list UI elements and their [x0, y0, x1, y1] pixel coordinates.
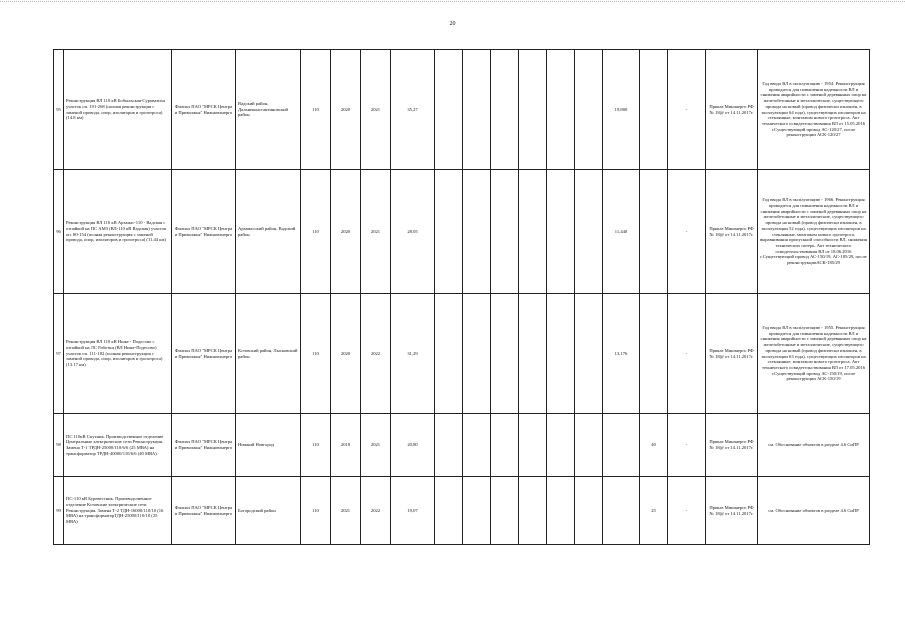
empty-cell	[547, 414, 575, 477]
district: Нижний Новгород	[236, 414, 301, 477]
empty-cell	[491, 477, 519, 545]
organization: Филиал ПАО "МРСК Центра и Приволжья" Нижновэнерго	[172, 50, 236, 170]
dash-cell: -	[668, 294, 706, 414]
year-end: 2022	[361, 294, 391, 414]
table-row	[54, 477, 870, 545]
district: Богородский район	[236, 477, 301, 545]
empty-cell	[435, 414, 463, 477]
transformer-mva	[640, 50, 668, 170]
empty-cell	[519, 477, 547, 545]
empty-cell	[575, 294, 603, 414]
district: Вадский район, Дальнеконстантиновский район	[236, 50, 301, 170]
row-number: 97	[54, 294, 64, 414]
dash-cell: -	[668, 477, 706, 545]
empty-cell	[547, 50, 575, 170]
empty-cell	[491, 294, 519, 414]
district: Арзамасский район, Вадский район	[236, 170, 301, 294]
project-name: ПС-110 кВ Буревестник. Производственное отделение Кстовские электрические сети Реконструкция. Замена Т-2 ТДН-16000/110/10 (16 МВА) на трансформаторТДН-25000/110/10 (25 МВА)	[64, 477, 172, 545]
organization: Филиал ПАО "МРСК Центра и Приволжья" Нижновэнерго	[172, 477, 236, 545]
district: Кстовский район, Лысковский район	[236, 294, 301, 414]
justification-note: Год ввода ВЛ в эксплуатацию - 1966. Реконструкция проводится для повышения надежности ВЛ и снижения аварийности с заменой деревянных опор на железобетонные и металлические, существующего провода на новый (провод физически изношен, в эксплуатации 52 года), существующих изоляторов на стеклянные, монтажом нового грозотроса, выравнивания пропускной способности ВЛ, снижения технических потерь. Акт технического освидетельствования ВЛ от 18.06.2016 г.Существующий провод АС-150/19, АС-185/29, после реконструкцииАСК-185/29	[758, 170, 870, 294]
empty-cell	[519, 414, 547, 477]
empty-cell	[547, 294, 575, 414]
empty-cell	[435, 50, 463, 170]
project-name: ПС 110кВ Спутник. Производственное отделение Центральные электрические сети Реконструкция. Замена Т-1 ТРДН-25000/110/6/6 (25 МВА) на трансформатор ТРДН-40000/110/6/6 (40 МВА)	[64, 414, 172, 477]
table-row	[54, 170, 870, 294]
empty-cell	[435, 477, 463, 545]
project-name: Реконструкция ВЛ 110 кВ Бобыльская-Суроватиха участок оп. 191-268 (полная реконструкция с заменой провода, опор, изоляторов и грозотроса) (14.8 км)	[64, 50, 172, 170]
justification-note: Год ввода ВЛ в эксплуатацию - 1955. Реконструкция проводится для повышения надежности ВЛ и снижения аварийности с заменой деревянных опор на железобетонные и металлические, существующего провода на новый (провод физически изношен, в эксплуатации 63 года), существующих изоляторов на стеклянные, монтажом нового грозотроса. Акт технического освидетельствования ВЛ от 17.05.2016 г.Существующий провод АС-150/19, после реконструкции АСК-150/19	[758, 294, 870, 414]
dash-cell: -	[668, 414, 706, 477]
year-start: 2021	[331, 477, 361, 545]
empty-cell	[463, 477, 491, 545]
order-reference: Приказ Минэнерго РФ № 18@ от 14.11.2017г.	[706, 294, 758, 414]
justification-note: Год ввода ВЛ в эксплуатацию - 1954. Реконструкция проводится для повышения надежности ВЛ и снижения аварийности с заменой деревянных опор на железобетонные и металлические, существующего провода на новый (провод физически изношен, в эксплуатации 64 года), существующих изоляторов на стеклянные, монтажом нового грозотроса. Акт технического освидетельствования ВЛ от 15.05.2016 г.Существующий провод АС-120/27, после реконструкции АСК-120/27	[758, 50, 870, 170]
cost-value: 20,80	[391, 414, 435, 477]
empty-cell	[519, 170, 547, 294]
empty-cell	[463, 170, 491, 294]
organization: Филиал ПАО "МРСК Центра и Приволжья" Нижновэнерго	[172, 294, 236, 414]
line-length-km	[603, 414, 640, 477]
justification-note: см. Обоснование объектов в разделе 4.6 СиПР	[758, 477, 870, 545]
year-start: 2020	[331, 170, 361, 294]
voltage-kv: 110	[301, 294, 331, 414]
empty-cell	[519, 50, 547, 170]
voltage-kv: 110	[301, 170, 331, 294]
order-reference: Приказ Минэнерго РФ № 18@ от 14.11.2017г.	[706, 170, 758, 294]
transformer-mva	[640, 170, 668, 294]
year-end: 2021	[361, 50, 391, 170]
cost-value: 19,07	[391, 477, 435, 545]
transformer-mva	[640, 294, 668, 414]
organization: Филиал ПАО "МРСК Центра и Приволжья" Нижновэнерго	[172, 414, 236, 477]
order-reference: Приказ Минэнерго РФ № 18@ от 14.11.2017г.	[706, 414, 758, 477]
voltage-kv: 110	[301, 50, 331, 170]
year-end: 2022	[361, 477, 391, 545]
project-table	[53, 49, 870, 545]
voltage-kv: 110	[301, 414, 331, 477]
cost-value: 35,27	[391, 50, 435, 170]
empty-cell	[491, 170, 519, 294]
empty-cell	[463, 50, 491, 170]
empty-cell	[575, 477, 603, 545]
project-name: Реконструкция ВЛ 110 кВ Ниже - Подесово с отпайкой на ЛС Работки (ВЛ Ниже-Подесово) участок оп. 111-182 (полная реконструкция с заменой провода, опор, изоляторов и грозотроса) (13.17 км)	[64, 294, 172, 414]
dash-cell: -	[668, 170, 706, 294]
empty-cell	[463, 294, 491, 414]
empty-cell	[547, 170, 575, 294]
project-name: Реконструкция ВЛ 110 кВ Арзамас-110 - Вадская с отпайкой на ПС АМЗ (ВЛ-110 кВ Вадская) участок оп. 80-154 (полная реконструкция с заменой провода, опор, изоляторов и грозотроса) (11.44 км)	[64, 170, 172, 294]
dash-cell: -	[668, 50, 706, 170]
line-length-km: 13,176	[603, 294, 640, 414]
page-number: 20	[449, 21, 456, 27]
organization: Филиал ПАО "МРСК Центра и Приволжья" Нижновэнерго	[172, 170, 236, 294]
empty-cell	[491, 50, 519, 170]
empty-cell	[519, 294, 547, 414]
line-length-km: 11,440	[603, 170, 640, 294]
empty-cell	[463, 414, 491, 477]
line-length-km	[603, 477, 640, 545]
empty-cell	[435, 294, 463, 414]
row-number: 98	[54, 414, 64, 477]
order-reference: Приказ Минэнерго РФ № 18@ от 14.11.2017г.	[706, 50, 758, 170]
table-row	[54, 294, 870, 414]
voltage-kv: 110	[301, 477, 331, 545]
empty-cell	[435, 170, 463, 294]
row-number: 96	[54, 170, 64, 294]
empty-cell	[575, 170, 603, 294]
row-number: 95	[54, 50, 64, 170]
transformer-mva: 25	[640, 477, 668, 545]
cost-value: 31,29	[391, 294, 435, 414]
year-end: 2021	[361, 170, 391, 294]
table-row	[54, 414, 870, 477]
cost-value: 28,05	[391, 170, 435, 294]
empty-cell	[575, 414, 603, 477]
empty-cell	[547, 477, 575, 545]
order-reference: Приказ Минэнерго РФ № 18@ от 14.11.2017г.	[706, 477, 758, 545]
line-length-km: 19,800	[603, 50, 640, 170]
year-start: 2020	[331, 50, 361, 170]
transformer-mva: 40	[640, 414, 668, 477]
empty-cell	[575, 50, 603, 170]
scan-edge-top	[0, 1, 905, 3]
table-row	[54, 50, 870, 170]
row-number: 99	[54, 477, 64, 545]
year-start: 2020	[331, 294, 361, 414]
justification-note: см. Обоснование объектов в разделе 4.6 СиПР	[758, 414, 870, 477]
year-end: 2021	[361, 414, 391, 477]
year-start: 2018	[331, 414, 361, 477]
empty-cell	[491, 414, 519, 477]
